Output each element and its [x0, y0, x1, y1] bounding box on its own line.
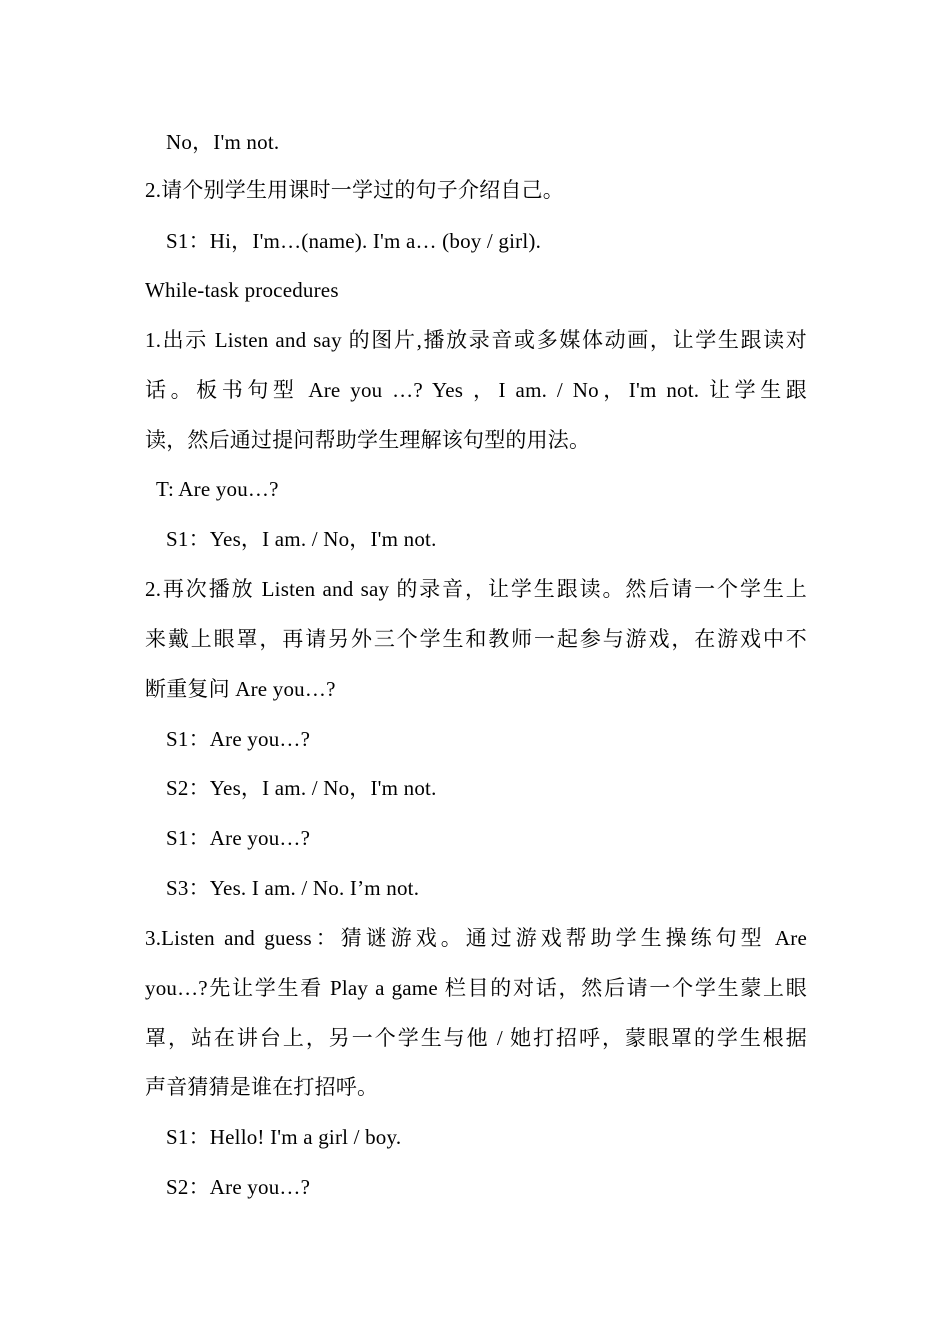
- section-heading: While-task procedures: [145, 278, 339, 302]
- text-line: S2：Yes，I am. / No，I'm not.: [166, 776, 437, 800]
- text-line: 罩，站在讲台上，另一个学生与他 / 她打招呼，蒙眼罩的学生根据: [145, 1026, 807, 1050]
- text-line: 断重复问 Are you…?: [145, 677, 336, 701]
- text-line: 2.请个别学生用课时一学过的句子介绍自己。: [145, 178, 564, 202]
- text-line: S1：Are you…?: [166, 727, 311, 751]
- text-line: S3：Yes. I am. / No. I’m not.: [166, 876, 420, 900]
- text-line: 3.Listen and guess：猜谜游戏。通过游戏帮助学生操练句型 Are: [145, 926, 807, 950]
- text-line: S1：Hi，I'm…(name). I'm a… (boy / girl).: [166, 229, 542, 253]
- text-line: 来戴上眼罩，再请另外三个学生和教师一起参与游戏，在游戏中不: [145, 627, 807, 651]
- text-line: S1：Yes，I am. / No，I'm not.: [166, 527, 437, 551]
- text-line: S1：Are you…?: [166, 826, 311, 850]
- text-line: 2.再次播放 Listen and say 的录音，让学生跟读。然后请一个学生上: [145, 577, 807, 601]
- text-line: S1：Hello! I'm a girl / boy.: [166, 1125, 402, 1149]
- text-line: No，I'm not.: [166, 130, 280, 154]
- text-line: T: Are you…?: [156, 477, 279, 501]
- text-line: 话。板书句型 Are you …? Yes ，I am. / No，I'm not. 让学生跟: [145, 378, 807, 402]
- text-line: 声音猜猜是谁在打招呼。: [145, 1075, 379, 1099]
- text-line: you…?先让学生看 Play a game 栏目的对话，然后请一个学生蒙上眼: [145, 976, 807, 1000]
- text-line: S2：Are you…?: [166, 1175, 311, 1199]
- text-line: 1.出示 Listen and say 的图片,播放录音或多媒体动画，让学生跟读对: [145, 328, 807, 352]
- text-line: 读，然后通过提问帮助学生理解该句型的用法。: [145, 428, 591, 452]
